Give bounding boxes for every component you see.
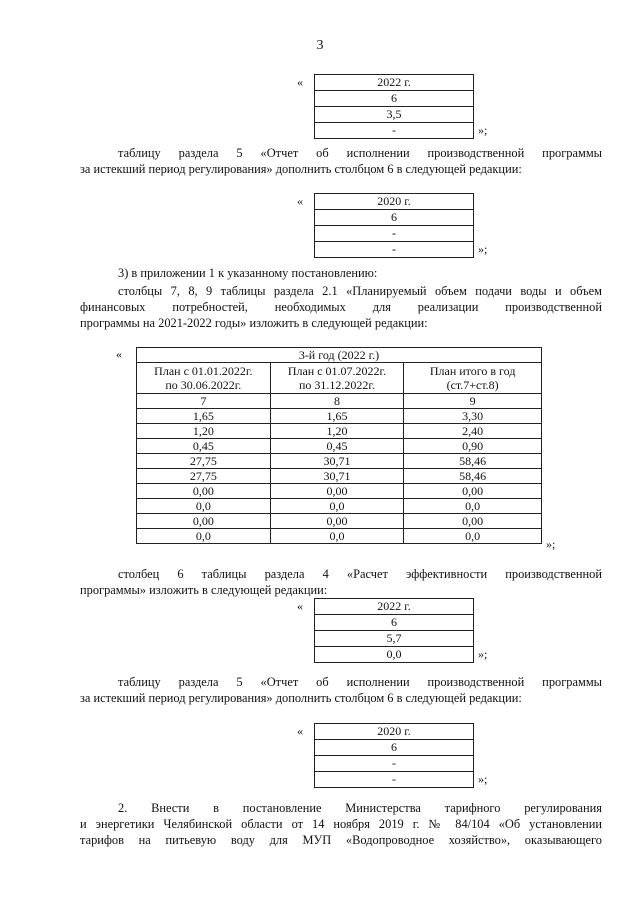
table-cell: 2020 г. [315,194,474,210]
close-quote: »; [478,772,488,786]
table-cell: 3,5 [315,107,474,123]
paragraph-line: за истекший период регулирования» дополнить столбцом 6 в следующей редакции: [80,162,522,176]
table-cell: 1,20 [137,424,271,439]
open-quote: « [116,347,122,361]
table-row [137,514,542,529]
paragraph-line: столбец 6 таблицы раздела 4 «Расчет эффективности производственной [118,567,602,581]
open-quote: « [297,75,303,89]
table-cell: 0,00 [270,514,404,529]
table-cell: 2,40 [404,424,542,439]
table-cell: 2022 г. [315,599,474,615]
table-cell: 0,90 [404,439,542,454]
table-cell: - [315,772,474,788]
column-table-2 [314,193,474,258]
table-cell: 1,20 [270,424,404,439]
column-table-4 [314,723,474,788]
table-row [137,439,542,454]
table-cell: 0,0 [404,499,542,514]
table-cell: - [315,123,474,139]
table-cell: 0,0 [404,529,542,544]
table-row [137,529,542,544]
paragraph-line: программы» изложить в следующей редакции: [80,583,328,597]
table-cell: 0,00 [137,484,271,499]
table-cell: 58,46 [404,454,542,469]
table-column-header: План с 01.07.2022г. по 31.12.2022г. [270,363,404,394]
table-column-number: 7 [137,394,271,409]
paragraph-line: финансовых потребностей, необходимых для реализации производственной [80,300,602,314]
table-cell: 0,00 [404,484,542,499]
open-quote: « [297,194,303,208]
table-cell: 30,71 [270,454,404,469]
paragraph-line: столбцы 7, 8, 9 таблицы раздела 2.1 «Планируемый объем подачи воды и объем [118,284,602,298]
column-table-3 [314,598,474,663]
column-table-1 [314,74,474,139]
paragraph-line: программы на 2021-2022 годы» изложить в следующей редакции: [80,316,428,330]
paragraph-line: таблицу раздела 5 «Отчет об исполнении производственной программы [118,146,602,160]
table-cell: 27,75 [137,469,271,484]
table-cell: 1,65 [137,409,271,424]
close-quote: »; [478,123,488,137]
table-cell: 0,00 [404,514,542,529]
paragraph-line: 2. Внести в постановление Министерства тарифного регулирования [118,801,602,815]
table-column-number: 9 [404,394,542,409]
table-cell: 6 [315,91,474,107]
table-cell: 0,0 [270,499,404,514]
open-quote: « [297,724,303,738]
table-column-header: План итого в год (ст.7+ст.8) [404,363,542,394]
table-header-span: 3-й год (2022 г.) [137,348,542,363]
table-row [137,469,542,484]
paragraph-line: и энергетики Челябинской области от 14 ноября 2019 г. № 84/104 «Об установлении [80,817,602,831]
table-cell: 0,00 [137,514,271,529]
paragraph-line: таблицу раздела 5 «Отчет об исполнении производственной программы [118,675,602,689]
table-cell: 1,65 [270,409,404,424]
table-cell: 0,0 [137,529,271,544]
table-cell: 0,0 [137,499,271,514]
table-cell: 0,45 [137,439,271,454]
table-cell: - [315,226,474,242]
table-cell: 58,46 [404,469,542,484]
table-row [137,499,542,514]
table-cell: - [315,242,474,258]
paragraph-line: 3) в приложении 1 к указанному постановлению: [118,266,378,280]
table-cell: - [315,756,474,772]
table-cell: 6 [315,615,474,631]
table-cell: 0,00 [270,484,404,499]
table-cell: 5,7 [315,631,474,647]
plan-table [136,347,542,544]
table-row [137,424,542,439]
table-cell: 0,0 [270,529,404,544]
table-cell: 6 [315,210,474,226]
page-number: 3 [316,38,324,53]
close-quote: »; [478,647,488,661]
close-quote: »; [546,537,556,551]
table-cell: 30,71 [270,469,404,484]
table-column-header: План с 01.01.2022г. по 30.06.2022г. [137,363,271,394]
close-quote: »; [478,242,488,256]
table-cell: 27,75 [137,454,271,469]
table-row [137,484,542,499]
table-cell: 3,30 [404,409,542,424]
open-quote: « [297,599,303,613]
table-row [137,409,542,424]
table-cell: 2022 г. [315,75,474,91]
paragraph-line: за истекший период регулирования» дополнить столбцом 6 в следующей редакции: [80,691,522,705]
table-row [137,454,542,469]
paragraph-line: тарифов на питьевую воду для МУП «Водопроводное хозяйство», оказывающего [80,833,602,847]
table-cell: 2020 г. [315,724,474,740]
table-column-number: 8 [270,394,404,409]
table-cell: 0,0 [315,647,474,663]
table-cell: 6 [315,740,474,756]
table-cell: 0,45 [270,439,404,454]
